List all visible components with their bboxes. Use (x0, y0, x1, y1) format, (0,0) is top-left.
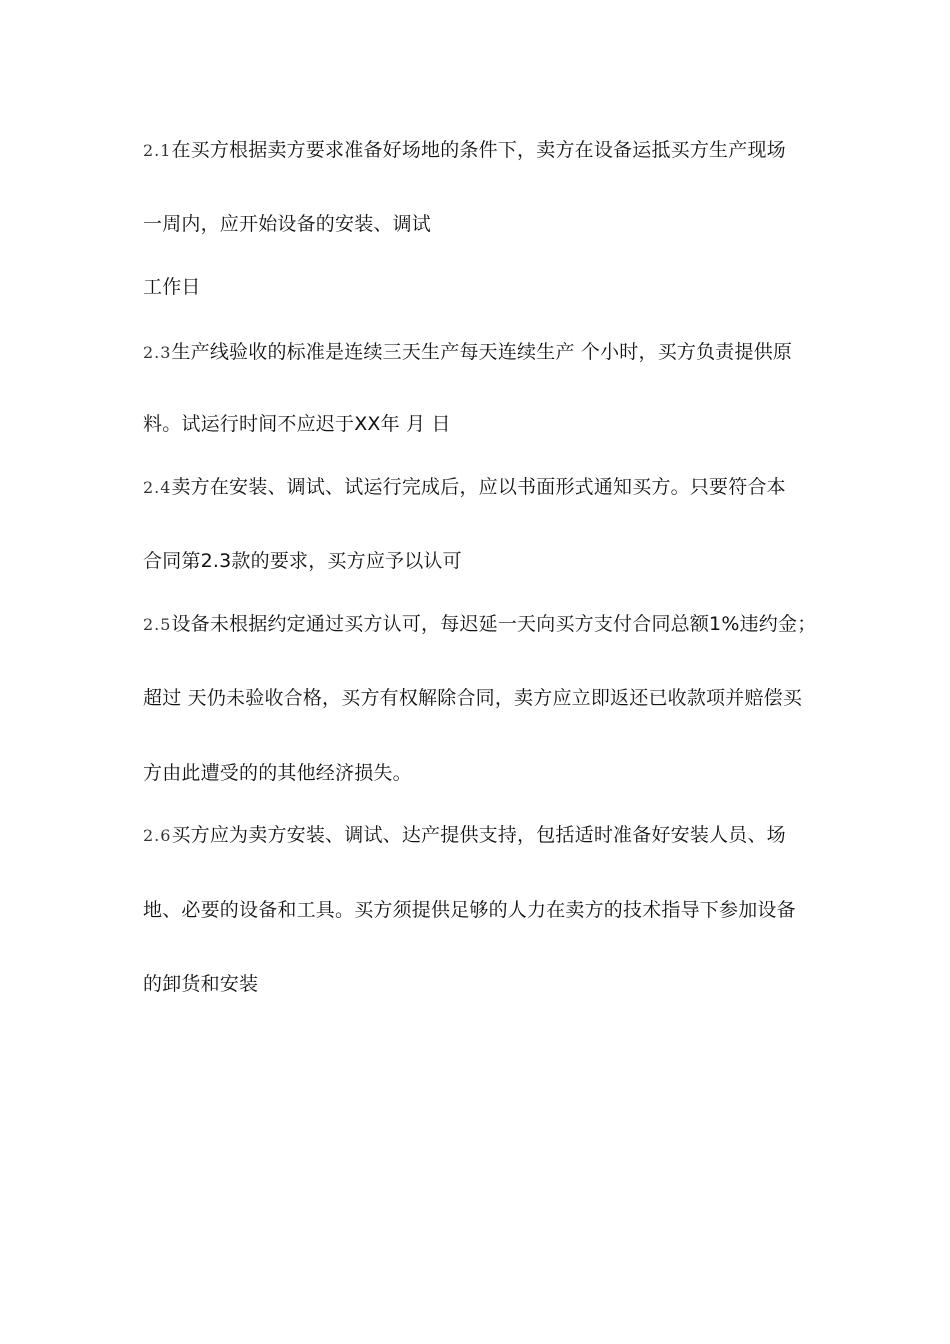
clause-text: 买方应为卖方安装、调试、达产提供支持，包括适时准备好安装人员、场 (171, 824, 786, 846)
clause-2-5-line-2 (143, 686, 802, 710)
clause-text: 方由此遭受的的其他经济损失。 (143, 762, 412, 784)
clause-2-6-line-2 (143, 898, 796, 922)
clause-2-1-line-1 (143, 138, 786, 163)
clause-2-1-line-2 (143, 212, 431, 236)
clause-2-4-line-2 (143, 549, 462, 573)
clause-text: 的卸货和安装 (143, 973, 259, 995)
clause-2-5-line-1 (143, 612, 816, 637)
clause-2-2-line (143, 275, 201, 299)
clause-2-6-line-3 (143, 972, 258, 996)
clause-number: 2.1 (143, 141, 172, 160)
clause-2-3-line-2 (143, 412, 451, 436)
clause-text: 料。试运行时间不应迟于XX年 月 日 (143, 413, 451, 435)
clause-text: 一周内，应开始设备的安装、调试 (143, 213, 432, 235)
clause-number: 2.4 (143, 478, 172, 497)
clause-text: 地、必要的设备和工具。买方须提供足够的人力在卖方的技术指导下参加设备 (143, 899, 796, 921)
clause-text: 设备未根据约定通过买方认可，每迟延一天向买方支付合同总额1%违约金； (171, 613, 817, 635)
clause-number: 2.6 (143, 826, 172, 845)
clause-2-4-line-1 (143, 475, 786, 500)
clause-text: 生产线验收的标准是连续三天生产每天连续生产 个小时，买方负责提供原 (171, 341, 793, 363)
clause-text: 在买方根据卖方要求准备好场地的条件下，卖方在设备运抵买方生产现场 (171, 139, 786, 161)
clause-text: 卖方在安装、调试、试运行完成后，应以书面形式通知买方。只要符合本 (171, 476, 786, 498)
clause-number: 2.3 (143, 343, 172, 362)
clause-number: 2.5 (143, 615, 172, 634)
clause-text: 工作日 (143, 276, 201, 298)
clause-text: 合同第2.3款的要求，买方应予以认可 (143, 550, 462, 572)
clause-2-5-line-3 (143, 761, 412, 785)
clause-2-6-line-1 (143, 823, 786, 848)
clause-2-3-line-1 (143, 340, 792, 365)
clause-text: 超过 天仍未验收合格，买方有权解除合同，卖方应立即返还已收款项并赔偿买 (143, 687, 803, 709)
